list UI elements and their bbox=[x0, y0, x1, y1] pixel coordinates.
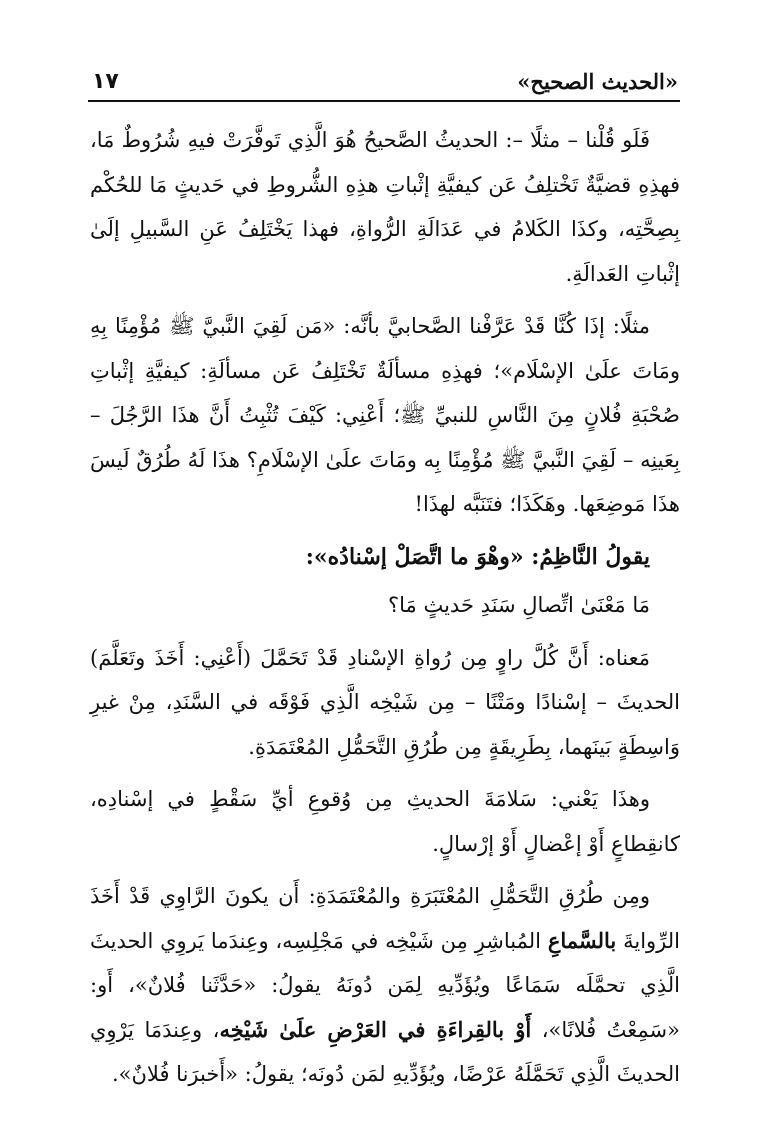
methods-bold-sama: بالسَّماعِ bbox=[547, 927, 617, 953]
paragraph-question: مَا مَعْنَىٰ اتِّصالِ سَنَدِ حَديثٍ مَا؟ bbox=[387, 593, 650, 617]
header-divider bbox=[88, 100, 680, 102]
paragraph-implication: وهذَا يَعْني: سَلامَةَ الحديثِ مِن وُقوعِ أيِّ سَقْطٍ في إسْنادِه، كانقِطاعٍ أَوْ إعْضالٍ أَوْ إرْسالٍ. bbox=[90, 787, 680, 856]
running-title: «الحديث الصحيح» bbox=[517, 69, 678, 94]
methods-text-3: ، وعِندَمَا يَرْوِي الحديثَ الَّذِي تَحَمَّلَهُ عَرْضًا، ويُؤَدِّيهِ لمَن دُونَه؛ يقولُ: «أَخبرَنا فُلانٌ». bbox=[90, 1017, 680, 1086]
page-header bbox=[92, 58, 678, 94]
methods-text-1: ومِن طُرُقِ التَّحَمُّلِ المُعْتَبَرَةِ والمُعْتَمَدَةِ: أَن يكونَ الرَّاوِي قَدْ أَخَذَ الرِّوايةَ bbox=[90, 884, 680, 953]
paragraph-meaning: مَعناه: أَنَّ كُلَّ راوٍ مِن رُواةِ الإسْنادِ قَدْ تَحَمَّلَ (أَعْنِي: أَخَذَ وتَعَلَّمَ) الحديثَ – إسْنادًا ومَتْنًا – مِن شَيْخِه الَّذِي فَوْقَه في السَّنَدِ، مِنْ غيرِ وَاسِطَةٍ بَينَهما، بِطَرِيقَةٍ مِن طُرُقِ التَّحَمُّلِ المُعْتَمَدَةِ. bbox=[90, 645, 680, 759]
paragraph-2: مثلًا: إذَا كُنَّا قَدْ عَرَّفْنا الصَّحابيَّ بأنَّه: «مَن لَقِيَ النَّبيَّ ﷺ مُؤْمِنًا بِهِ ومَاتَ علَىٰ الإسْلَام»؛ فهذِهِ مسألَةٌ تَخْتَلِفُ عَن مسألَةِ: كيفيَّةِ إثْباتِ صُحْبَةِ فُلانٍ مِنَ النَّاسِ للنبيِّ ﷺ؛ أَعْنِي: كَيْفَ تُثْبِتُ أَنَّ هذَا الرَّجُلَ – بِعَينِه – لَقِيَ النَّبيَّ ﷺ مُؤْمِنًا بِه ومَاتَ علَىٰ الإسْلَامِ؟ هذَا لَهُ طُرُقٌ لَيسَ هذَا مَوضِعَها. وهَكَذَا؛ فتَنَبَّه لهذَا! bbox=[90, 314, 680, 516]
methods-text-2: المُباشِرِ مِن شَيْخِه في مَجْلِسِه، وعِندَما يَروِي الحديثَ الَّذِي تحمَّلَه سَمَاعًا ويُؤَدِّيهِ لِمَن دُونَهُ يقولُ: «حَدَّثَنا فُلانٌ»، أَو: «سَمِعْتُ فُلانًا»، bbox=[90, 928, 680, 1042]
page-number: ١٧ bbox=[92, 69, 119, 94]
body-text bbox=[90, 118, 680, 1105]
paragraph-methods bbox=[90, 874, 680, 1097]
section-heading: يقولُ النَّاظِمُ: «وهْوَ ما اتَّصَلْ إسْنادُه»: bbox=[305, 543, 650, 570]
paragraph-1: فَلَو قُلْنا – مثلًا –: الحديثُ الصَّحيحُ هُوَ الَّذِي تَوفَّرَتْ فيهِ شُرُوطٌ مَا، فهذِهِ قضيَّةٌ تَخْتلِفُ عَن كيفيَّةِ إثْباتِ هذِهِ الشُّروطِ في حَديثٍ مَا للحُكْم بِصِحَّتِه، وكذَا الكَلامُ في عَدَالَةِ الرُّواةِ، فهذا يَخْتَلِفُ عَنِ السَّبيلِ إلَىٰ إثْباتِ العَدالَةِ. bbox=[90, 128, 680, 286]
methods-bold-qiraa: أَوْ بالقِراءَةِ في العَرْضِ علَىٰ شَيْخِه bbox=[219, 1016, 532, 1042]
